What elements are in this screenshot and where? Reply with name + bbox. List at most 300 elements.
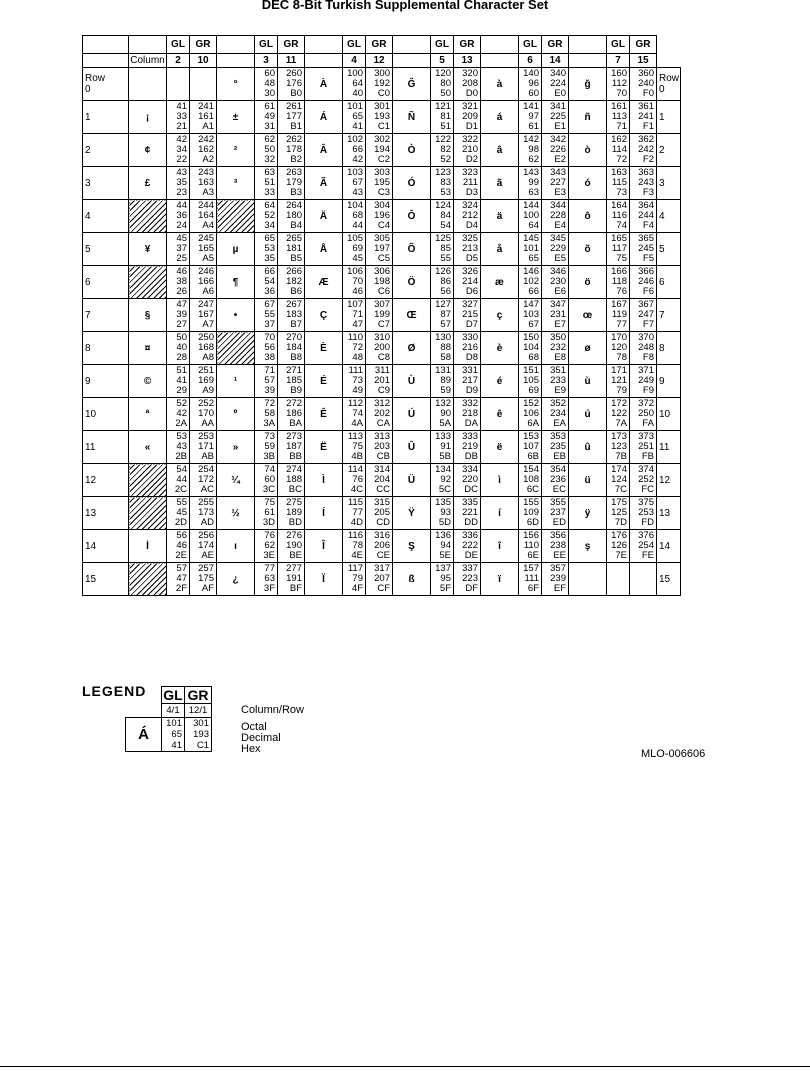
figure-id: MLO-006606 (641, 748, 706, 760)
gl-codes (607, 530, 630, 563)
gl-octal-code: 53 (176, 431, 187, 442)
character-glyph: ä (481, 200, 519, 233)
gl-hex-code: 58 (440, 352, 451, 363)
gl-codes (607, 233, 630, 266)
gl-hex-code: 53 (440, 187, 451, 198)
gl-codes (343, 167, 366, 200)
gr-hex-code: FB (641, 451, 654, 462)
gl-decimal-code: 55 (264, 309, 275, 320)
gl-hex-code: 6B (527, 451, 539, 462)
gl-octal-code: 41 (176, 101, 187, 112)
character-glyph: ü (569, 464, 607, 497)
gr-hex-code: AF (201, 583, 214, 594)
character-glyph: í (481, 497, 519, 530)
gl-hex-code: 6A (527, 418, 539, 429)
gl-octal-code: 43 (176, 167, 187, 178)
gl-decimal-code: 43 (176, 441, 187, 452)
gl-decimal-code: 33 (176, 111, 187, 122)
gr-hex-code: EC (552, 484, 566, 495)
gl-octal-code: 146 (523, 266, 539, 277)
header-gl: GL (167, 36, 190, 54)
gr-codes (630, 497, 657, 530)
gr-hex-code: D0 (465, 88, 478, 99)
gr-codes (630, 365, 657, 398)
gr-decimal-code: 253 (638, 507, 654, 518)
gr-decimal-code: 216 (462, 342, 478, 353)
gl-decimal-code: 58 (264, 408, 275, 419)
character-glyph: Æ (305, 266, 343, 299)
gr-octal-code: 245 (198, 233, 214, 244)
gl-hex-code: 2F (175, 583, 187, 594)
gr-hex-code: F3 (642, 187, 654, 198)
gl-hex-code: 43 (352, 187, 363, 198)
character-glyph: Ş (393, 530, 431, 563)
character-glyph: Ğ (393, 68, 431, 101)
gl-octal-code: 121 (435, 101, 451, 112)
gr-codes (366, 332, 393, 365)
gl-octal-code: 160 (611, 68, 627, 79)
gl-octal-code: 55 (176, 497, 187, 508)
gr-hex-code: DD (464, 517, 478, 528)
gl-hex-code: 22 (176, 154, 187, 165)
gl-hex-code: 3A (263, 418, 275, 429)
row-number: 5 (659, 243, 665, 255)
gl-octal-code: 153 (523, 431, 539, 442)
row-number: 12 (85, 474, 97, 486)
gr-decimal-code: 231 (550, 309, 566, 320)
row-header (83, 365, 129, 398)
gr-decimal-code: 166 (198, 276, 214, 287)
gr-octal-code: 246 (198, 266, 214, 277)
gr-octal-code: 261 (286, 101, 302, 112)
gl-codes (519, 266, 542, 299)
gl-hex-code: 21 (176, 121, 187, 132)
character-glyph: û (569, 431, 607, 464)
gl-codes (431, 134, 454, 167)
gr-octal-code: 256 (198, 530, 214, 541)
gr-hex-code: A5 (202, 253, 214, 264)
gl-codes (343, 530, 366, 563)
gr-octal-code: 355 (550, 497, 566, 508)
gl-hex-code: 42 (352, 154, 363, 165)
gl-decimal-code: 54 (264, 276, 275, 287)
row-number: 5 (85, 243, 91, 255)
column-number-gl: 5 (431, 54, 454, 68)
character-glyph: Ú (393, 398, 431, 431)
gl-hex-code: 4C (350, 484, 363, 495)
gr-hex-code: CF (377, 583, 390, 594)
character-glyph: Â (305, 134, 343, 167)
gl-octal-code: 143 (523, 167, 539, 178)
character-glyph: ß (393, 563, 431, 596)
gl-codes (255, 398, 278, 431)
gr-octal-code: 322 (462, 134, 478, 145)
gl-octal-code: 72 (264, 398, 275, 409)
row-number: 14 (659, 540, 671, 552)
gr-hex-code: A8 (202, 352, 214, 363)
gl-hex-code: 32 (264, 154, 275, 165)
gr-codes (630, 233, 657, 266)
character-glyph: Œ (393, 299, 431, 332)
gr-hex-code: E9 (554, 385, 566, 396)
gr-codes (366, 431, 393, 464)
legend-label-hex: Hex (241, 743, 261, 755)
gr-codes (278, 332, 305, 365)
gr-codes (542, 431, 569, 464)
gr-hex-code: DB (464, 451, 478, 462)
gr-hex-code: BC (288, 484, 302, 495)
gr-decimal-code: 176 (286, 78, 302, 89)
row-header (83, 266, 129, 299)
gr-decimal-code: 168 (198, 342, 214, 353)
gl-codes (167, 233, 190, 266)
gr-hex-code: DC (464, 484, 478, 495)
legend-title: LEGEND (82, 683, 147, 699)
gl-hex-code: 77 (616, 319, 627, 330)
gl-decimal-code: 100 (523, 210, 539, 221)
gr-octal-code: 275 (286, 497, 302, 508)
gr-codes (542, 101, 569, 134)
gl-hex-code: 5F (439, 583, 451, 594)
character-glyph: º (217, 398, 255, 431)
row-header (83, 398, 129, 431)
gl-codes (519, 299, 542, 332)
gl-decimal-code: 40 (176, 342, 187, 353)
gl-hex-code: 52 (440, 154, 451, 165)
gl-decimal-code: 78 (352, 540, 363, 551)
gr-octal-code: 345 (550, 233, 566, 244)
gr-decimal-code: 239 (550, 573, 566, 584)
gl-decimal-code: 112 (611, 78, 627, 89)
gl-octal-code: 135 (435, 497, 451, 508)
row-number: 4 (85, 210, 91, 222)
gr-codes (630, 101, 657, 134)
gr-decimal-code: 241 (638, 111, 654, 122)
gl-octal-code: 162 (611, 134, 627, 145)
gr-decimal-code: 249 (638, 375, 654, 386)
character-glyph: è (481, 332, 519, 365)
gl-hex-code: 68 (528, 352, 539, 363)
gr-codes (542, 68, 569, 101)
gr-octal-code: 276 (286, 530, 302, 541)
gr-hex-code: E7 (554, 319, 566, 330)
gl-decimal-code: 88 (440, 342, 451, 353)
gr-octal-code: 301 (374, 101, 390, 112)
gr-codes (190, 266, 217, 299)
gr-hex-code: D8 (465, 352, 478, 363)
gl-decimal-code: 95 (440, 573, 451, 584)
gl-decimal-code: 94 (440, 540, 451, 551)
gl-decimal-code: 68 (352, 210, 363, 221)
character-glyph: ó (569, 167, 607, 200)
gl-codes (343, 200, 366, 233)
column-number-gl: 3 (255, 54, 278, 68)
gr-codes (366, 464, 393, 497)
gr-octal-code: 272 (286, 398, 302, 409)
gl-hex-code: 24 (176, 220, 187, 231)
gl-hex-code: 64 (528, 220, 539, 231)
gr-hex-code: E0 (554, 88, 566, 99)
gr-octal-code: 277 (286, 563, 302, 574)
gr-octal-code: 267 (286, 299, 302, 310)
gl-octal-code: 123 (435, 167, 451, 178)
gl-decimal-code: 83 (440, 177, 451, 188)
gl-octal-code: 127 (435, 299, 451, 310)
gl-octal-code: 165 (611, 233, 627, 244)
gl-codes (167, 134, 190, 167)
gl-octal-code: 61 (264, 101, 275, 112)
character-glyph: ¼ (217, 464, 255, 497)
gr-decimal-code: 218 (462, 408, 478, 419)
gr-decimal-code: 238 (550, 540, 566, 551)
legend-gr-decimal: 193 (193, 729, 209, 740)
gl-codes (343, 233, 366, 266)
gl-octal-code: 174 (611, 464, 627, 475)
character-glyph: Ì (305, 464, 343, 497)
row-number: 12 (659, 474, 671, 486)
gl-codes (167, 530, 190, 563)
gr-decimal-code: 205 (374, 507, 390, 518)
row-number: 4 (659, 210, 665, 222)
gl-decimal-code: 36 (176, 210, 187, 221)
gl-octal-code: 64 (264, 200, 275, 211)
gr-hex-code: A2 (202, 154, 214, 165)
gr-decimal-code: 212 (462, 210, 478, 221)
gr-codes (278, 299, 305, 332)
gl-octal-code: 126 (435, 266, 451, 277)
gr-decimal-code: 180 (286, 210, 302, 221)
gl-codes (255, 563, 278, 596)
gl-octal-code: 117 (347, 563, 363, 574)
gr-decimal-code: 203 (374, 441, 390, 452)
gr-decimal-code: 221 (462, 507, 478, 518)
gl-hex-code: 59 (440, 385, 451, 396)
empty-cell (167, 68, 190, 101)
legend-gr-hex: C1 (196, 740, 209, 751)
gl-codes (343, 68, 366, 101)
gr-codes (542, 497, 569, 530)
gl-hex-code: 27 (176, 319, 187, 330)
gr-octal-code: 350 (550, 332, 566, 343)
gl-codes (167, 101, 190, 134)
row-header-right (657, 530, 681, 563)
gr-octal-code: 321 (462, 101, 478, 112)
character-glyph: Î (305, 530, 343, 563)
character-glyph: ù (569, 365, 607, 398)
gr-codes (630, 530, 657, 563)
header-gl: GL (607, 36, 630, 54)
column-number-gr: 13 (454, 54, 481, 68)
gl-octal-code: 176 (611, 530, 627, 541)
gl-octal-code: 156 (523, 530, 539, 541)
gl-octal-code: 76 (264, 530, 275, 541)
header-blank (393, 36, 431, 54)
gr-hex-code: CC (376, 484, 390, 495)
gl-codes (519, 167, 542, 200)
gl-decimal-code: 53 (264, 243, 275, 254)
bottom-rule (0, 1066, 810, 1067)
gr-octal-code: 324 (462, 200, 478, 211)
gr-codes (366, 497, 393, 530)
character-glyph: » (217, 431, 255, 464)
gr-decimal-code: 247 (638, 309, 654, 320)
gl-hex-code: 38 (264, 352, 275, 363)
character-glyph: ã (481, 167, 519, 200)
gl-decimal-code: 106 (523, 408, 539, 419)
gl-hex-code: 41 (352, 121, 363, 132)
gr-codes (366, 134, 393, 167)
gr-hex-code: F1 (642, 121, 654, 132)
gl-octal-code: 105 (347, 233, 363, 244)
character-glyph: Ñ (393, 101, 431, 134)
gr-octal-code: 264 (286, 200, 302, 211)
gr-octal-code: 323 (462, 167, 478, 178)
gr-octal-code: 317 (374, 563, 390, 574)
gl-octal-code: 44 (176, 200, 187, 211)
character-glyph: Ù (393, 365, 431, 398)
gl-decimal-code: 34 (176, 144, 187, 155)
row-header (83, 299, 129, 332)
gl-decimal-code: 46 (176, 540, 187, 551)
gl-codes (607, 299, 630, 332)
row-number: 0 (85, 84, 91, 95)
gl-decimal-code: 48 (264, 78, 275, 89)
gl-codes (255, 431, 278, 464)
gl-decimal-code: 77 (352, 507, 363, 518)
header-blank (305, 36, 343, 54)
gl-octal-code: 114 (347, 464, 363, 475)
gl-codes (431, 530, 454, 563)
gr-codes (190, 563, 217, 596)
gl-hex-code: 70 (616, 88, 627, 99)
gr-octal-code: 357 (550, 563, 566, 574)
gl-hex-code: 78 (616, 352, 627, 363)
gl-decimal-code: 81 (440, 111, 451, 122)
gl-hex-code: 26 (176, 286, 187, 297)
gr-decimal-code: 226 (550, 144, 566, 155)
legend-gl: GL (163, 687, 183, 703)
column-number-gr: 15 (630, 54, 657, 68)
gr-octal-code: 332 (462, 398, 478, 409)
gl-decimal-code: 51 (264, 177, 275, 188)
gl-hex-code: 65 (528, 253, 539, 264)
header-blank (217, 54, 255, 68)
character-glyph: ï (481, 563, 519, 596)
gl-codes (519, 365, 542, 398)
gr-decimal-code: 178 (286, 144, 302, 155)
gr-codes (190, 200, 217, 233)
legend-gl-hex: 41 (171, 740, 182, 751)
gl-hex-code: 47 (352, 319, 363, 330)
gl-codes (167, 431, 190, 464)
gr-codes (366, 398, 393, 431)
gr-hex-code: E3 (554, 187, 566, 198)
gl-codes (255, 365, 278, 398)
gl-hex-code: 69 (528, 385, 539, 396)
gl-decimal-code: 66 (352, 144, 363, 155)
gl-hex-code: 6E (527, 550, 539, 561)
character-glyph: ¿ (217, 563, 255, 596)
gl-decimal-code: 75 (352, 441, 363, 452)
row-header (83, 530, 129, 563)
gr-octal-code: 375 (638, 497, 654, 508)
gr-octal-code: 361 (638, 101, 654, 112)
gr-decimal-code: 167 (198, 309, 214, 320)
gr-decimal-code: 177 (286, 111, 302, 122)
gl-decimal-code: 104 (523, 342, 539, 353)
gl-octal-code: 142 (523, 134, 539, 145)
gr-octal-code: 366 (638, 266, 654, 277)
gr-hex-code: D9 (465, 385, 478, 396)
gr-hex-code: D3 (465, 187, 478, 198)
character-glyph: ì (481, 464, 519, 497)
gr-hex-code: F0 (642, 88, 654, 99)
gl-decimal-code: 122 (611, 408, 627, 419)
character-glyph: Á (305, 101, 343, 134)
header-blank (393, 54, 431, 68)
gr-hex-code: A6 (202, 286, 214, 297)
gl-decimal-code: 74 (352, 408, 363, 419)
gr-codes (542, 530, 569, 563)
gl-octal-code: 150 (523, 332, 539, 343)
gl-octal-code: 51 (176, 365, 187, 376)
row-header-right (657, 431, 681, 464)
gr-codes (278, 464, 305, 497)
gr-codes (630, 299, 657, 332)
gr-octal-code: 315 (374, 497, 390, 508)
gl-octal-code: 125 (435, 233, 451, 244)
gl-hex-code: 62 (528, 154, 539, 165)
gl-codes (343, 431, 366, 464)
legend-gl-codes (162, 718, 185, 752)
gl-hex-code: 4A (351, 418, 363, 429)
gl-decimal-code: 96 (528, 78, 539, 89)
character-glyph: ö (569, 266, 607, 299)
gl-decimal-code: 37 (176, 243, 187, 254)
row-number: 0 (659, 84, 665, 95)
gl-octal-code: 141 (523, 101, 539, 112)
character-glyph: Ä (305, 200, 343, 233)
gl-codes (167, 167, 190, 200)
gl-hex-code: 79 (616, 385, 627, 396)
gr-hex-code: A3 (202, 187, 214, 198)
empty-cell (607, 563, 630, 596)
gl-hex-code: 6F (527, 583, 539, 594)
gl-octal-code: 54 (176, 464, 187, 475)
gl-codes (431, 332, 454, 365)
gl-decimal-code: 63 (264, 573, 275, 584)
gr-octal-code: 342 (550, 134, 566, 145)
gl-codes (255, 134, 278, 167)
gl-hex-code: 3E (263, 550, 275, 561)
gl-codes (343, 134, 366, 167)
gr-decimal-code: 225 (550, 111, 566, 122)
gr-hex-code: E1 (554, 121, 566, 132)
gl-codes (255, 200, 278, 233)
gl-codes (431, 497, 454, 530)
gr-hex-code: D5 (465, 253, 478, 264)
gr-octal-code: 363 (638, 167, 654, 178)
row-number: 2 (659, 144, 665, 156)
gr-decimal-code: 228 (550, 210, 566, 221)
gr-decimal-code: 240 (638, 78, 654, 89)
gr-decimal-code: 188 (286, 474, 302, 485)
gr-hex-code: DE (464, 550, 478, 561)
character-glyph: • (217, 299, 255, 332)
gl-codes (607, 365, 630, 398)
gr-codes (454, 266, 481, 299)
gr-hex-code: D4 (465, 220, 478, 231)
